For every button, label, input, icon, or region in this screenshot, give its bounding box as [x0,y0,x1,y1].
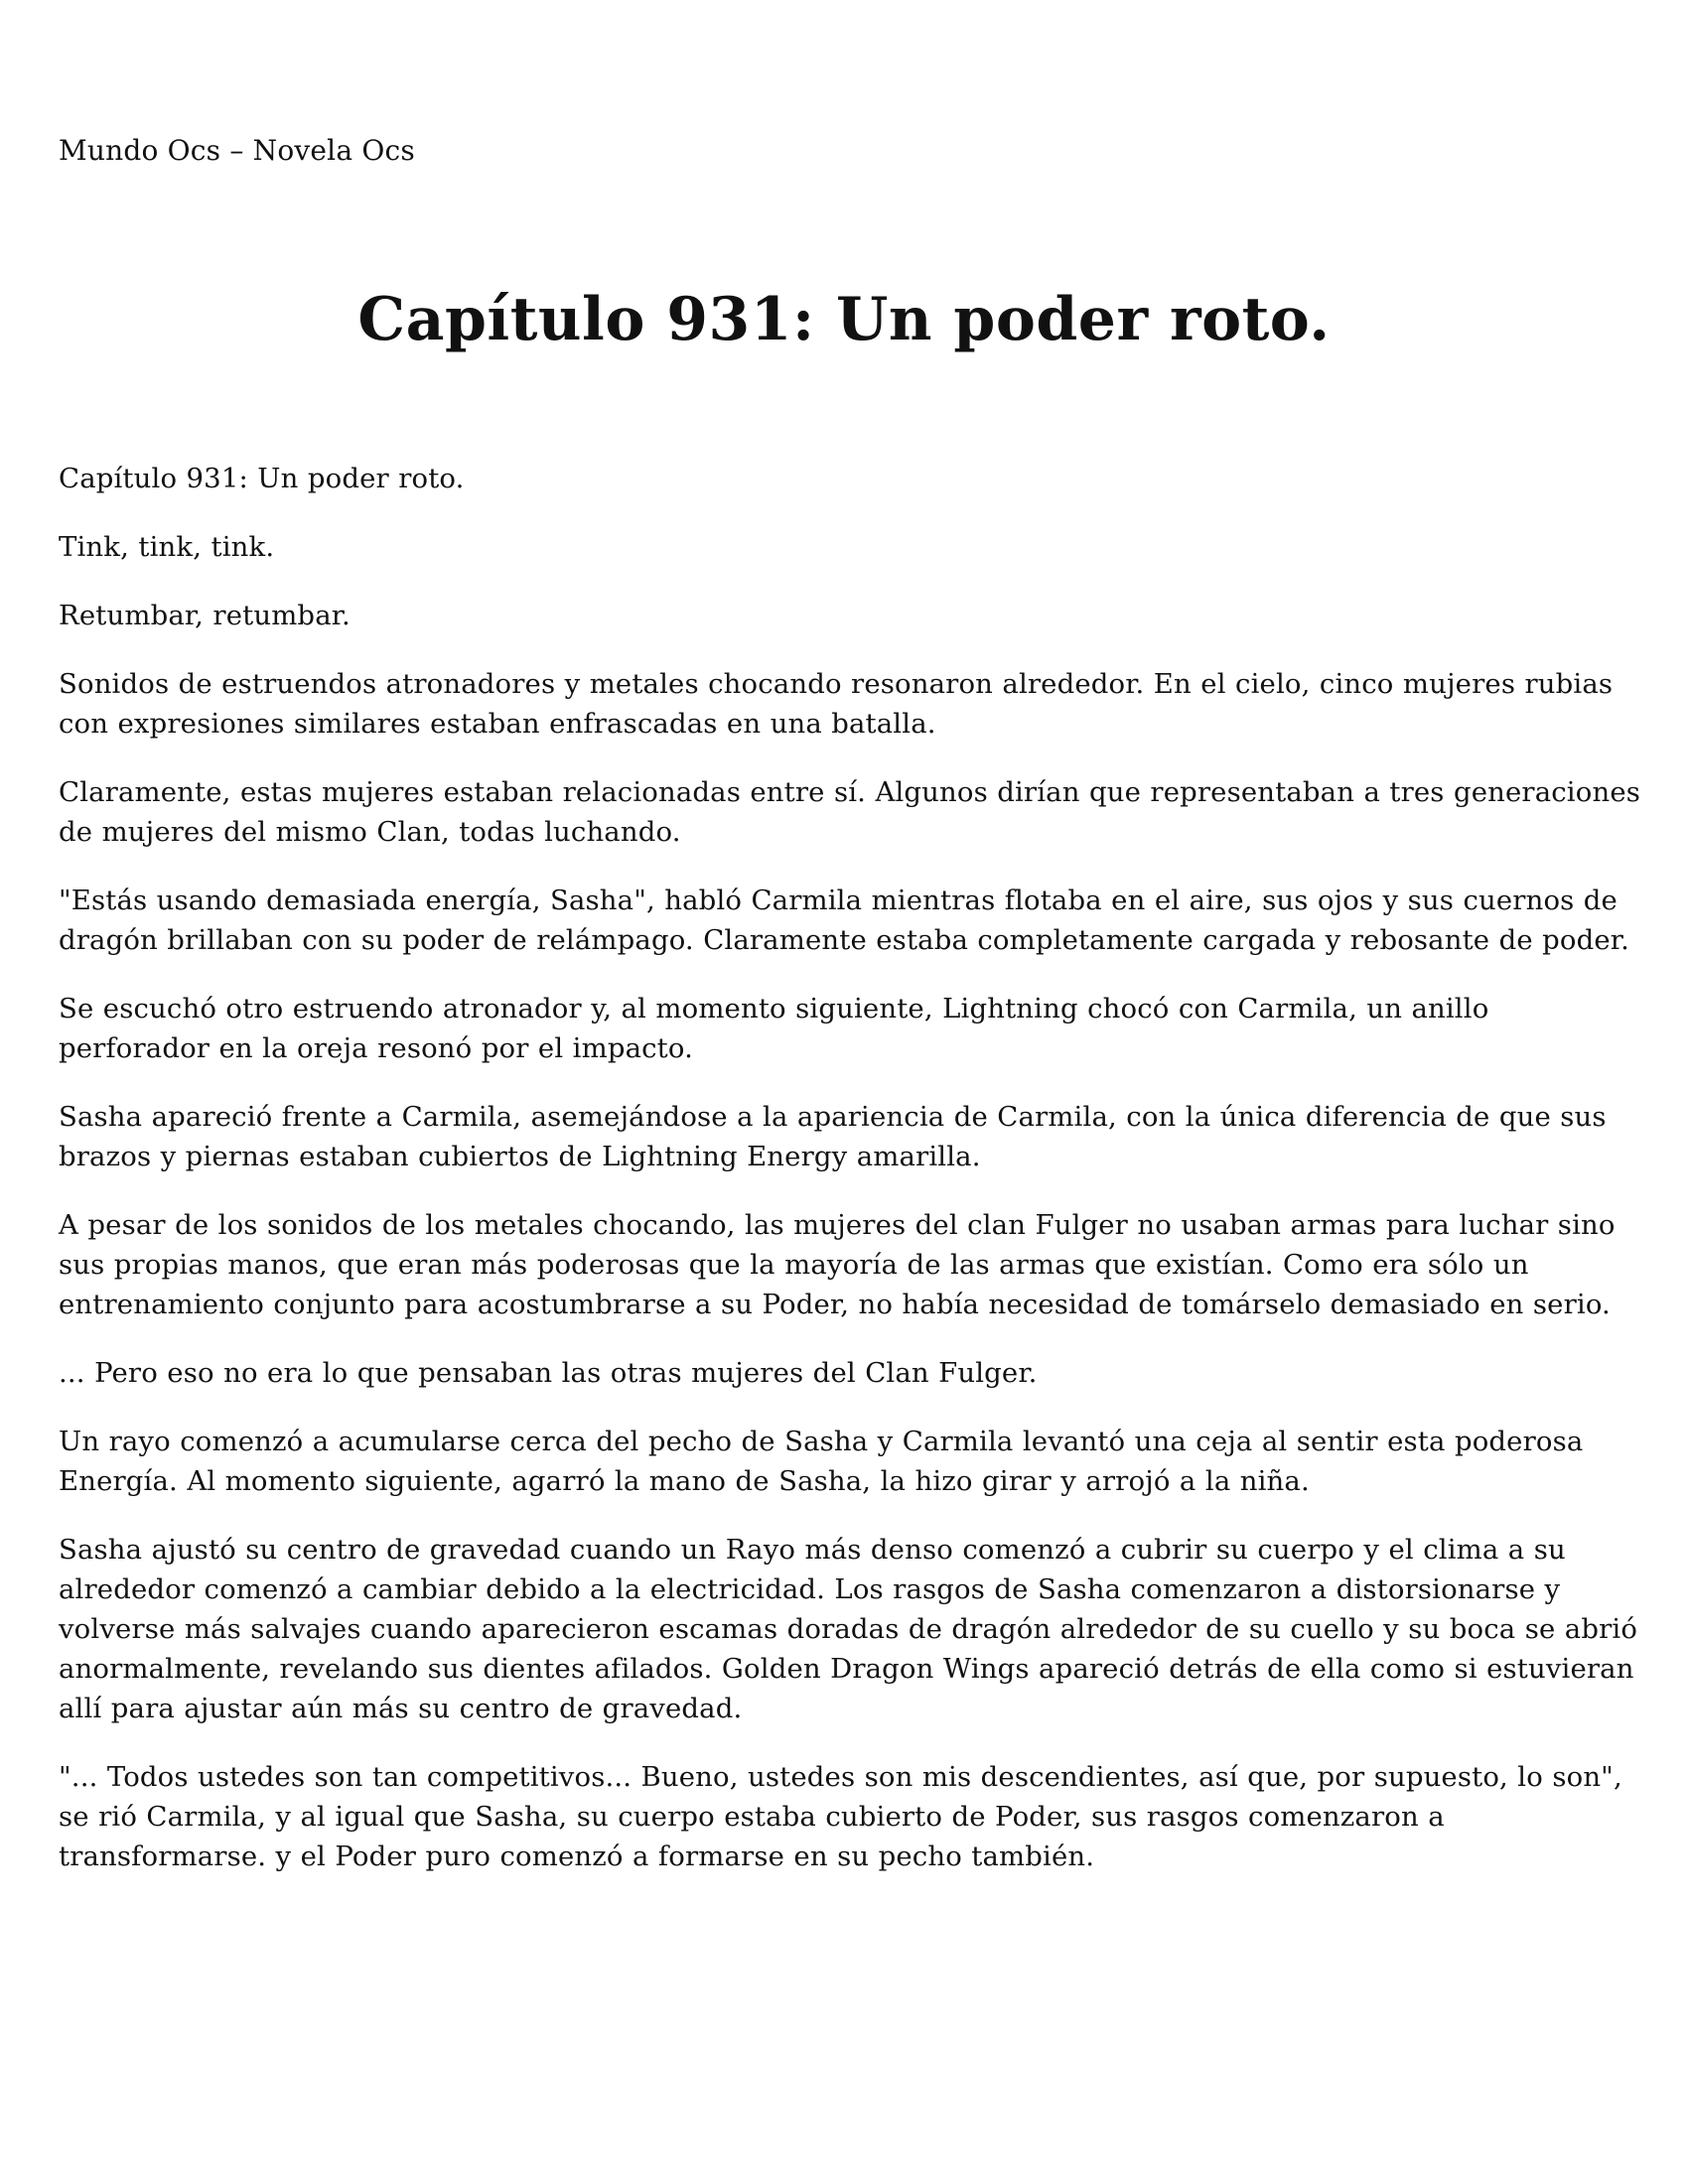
running-header: Mundo Ocs – Novela Ocs [59,134,415,167]
paragraph: "Estás usando demasiada energía, Sasha", habló Carmila mientras flotaba en el aire, sus ojos y sus cuernos de dragón brillaban con su poder de relámpago. Claramente estaba completamente cargada y rebosante de poder. [59,885,1629,956]
paragraph: ... Pero eso no era lo que pensaban las otras mujeres del Clan Fulger. [59,1357,1038,1389]
paragraph: Tink, tink, tink. [59,531,275,563]
chapter-title: Capítulo 931: Un poder roto. [357,285,1331,354]
paragraph: Claramente, estas mujeres estaban relacionadas entre sí. Algunos dirían que representaban a tres generaciones de mujeres del mismo Clan, todas luchando. [59,776,1641,848]
paragraph: Retumbar, retumbar. [59,600,351,631]
paragraph: "... Todos ustedes son tan competitivos... Bueno, ustedes son mis descendientes, así que, por supuesto, lo son", se rió Carmila, y al igual que Sasha, su cuerpo estaba cubierto de Poder, sus rasgos comenzaron a transformarse. y el Poder puro comenzó a formarse en su pecho también. [59,1761,1622,1872]
paragraph: A pesar de los sonidos de los metales chocando, las mujeres del clan Fulger no usaban armas para luchar sino sus propias manos, que eran más poderosas que la mayoría de las armas que existían. Como era sólo un entrenamiento conjunto para acostumbrarse a su Poder, no había necesidad de tomárselo demasiado en serio. [59,1209,1616,1320]
paragraph: Se escuchó otro estruendo atronador y, al momento siguiente, Lightning chocó con Carmila, un anillo perforador en la oreja resonó por el impacto. [59,993,1489,1064]
paragraph: Sonidos de estruendos atronadores y metales chocando resonaron alrededor. En el cielo, cinco mujeres rubias con expresiones similares estaban enfrascadas en una batalla. [59,668,1614,740]
chapter-body [59,459,1647,1905]
paragraph: Sasha ajustó su centro de gravedad cuando un Rayo más denso comenzó a cubrir su cuerpo y el clima a su alrededor comenzó a cambiar debido a la electricidad. Los rasgos de Sasha comenzaron a distorsionarse y volverse más salvajes cuando aparecieron escamas doradas de dragón alrededor de su cuello y su boca se abrió anormalmente, revelando sus dientes afilados. Golden Dragon Wings apareció detrás de ella como si estuvieran allí para ajustar aún más su centro de gravedad. [59,1534,1638,1724]
paragraph: Capítulo 931: Un poder roto. [59,463,465,494]
paragraph: Sasha apareció frente a Carmila, asemejándose a la apariencia de Carmila, con la única diferencia de que sus brazos y piernas estaban cubiertos de Lightning Energy amarilla. [59,1101,1607,1172]
paragraph: Un rayo comenzó a acumularse cerca del pecho de Sasha y Carmila levantó una ceja al sentir esta poderosa Energía. Al momento siguiente, agarró la mano de Sasha, la hizo girar y arrojó a la niña. [59,1426,1584,1497]
